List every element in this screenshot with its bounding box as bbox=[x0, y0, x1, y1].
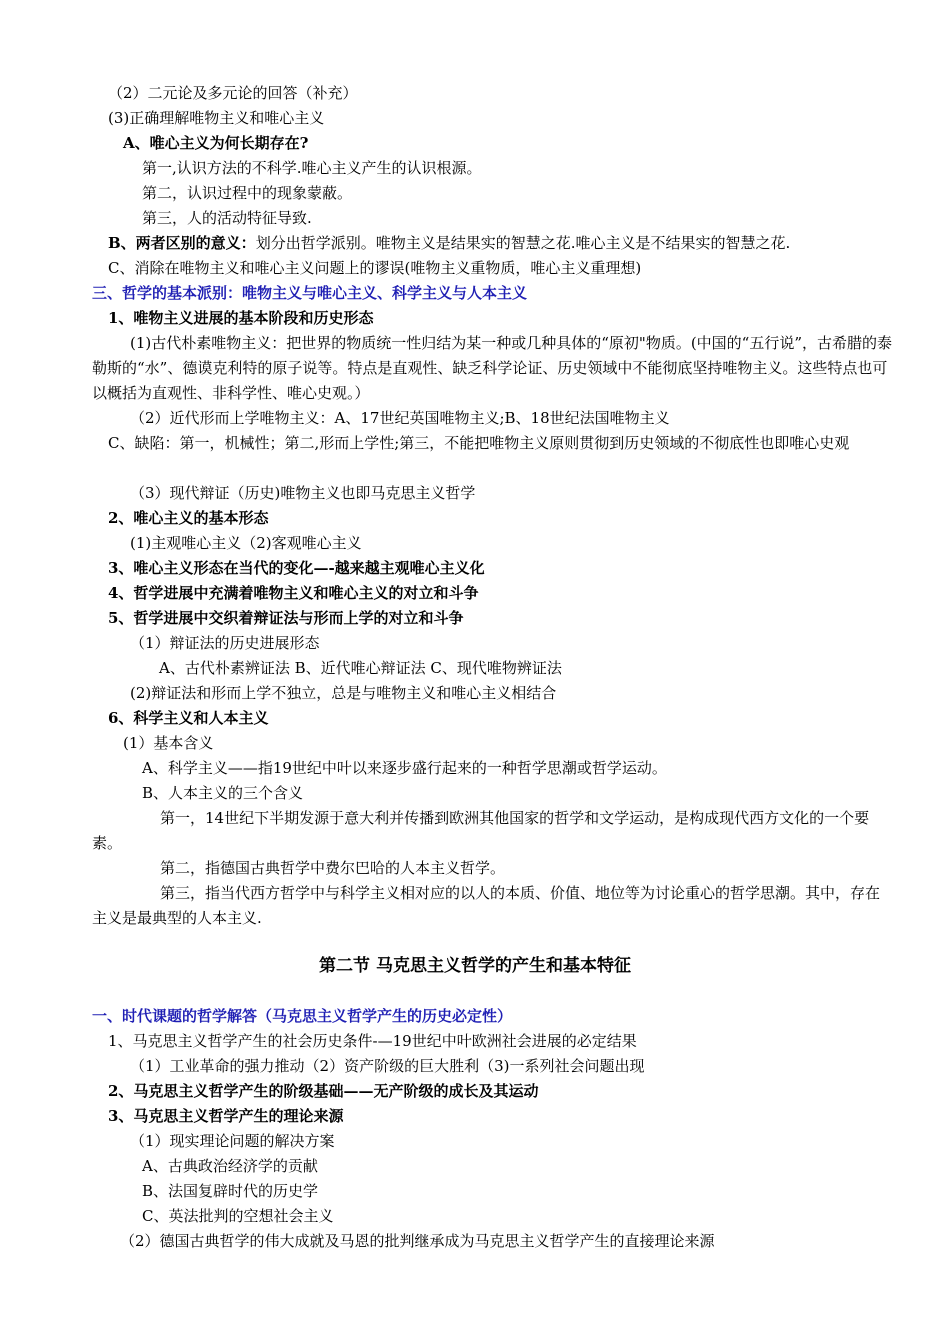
subheading: 3、马克思主义哲学产生的理论来源 bbox=[108, 1107, 344, 1125]
text-span: 划分出哲学派别。唯物主义是结果实的智慧之花.唯心主义是不结果实的智慧之花. bbox=[255, 234, 791, 252]
subheading: 1、唯物主义进展的基本阶段和历史形态 bbox=[108, 309, 374, 327]
text-line: 第二，认识过程中的现象蒙蔽。 bbox=[142, 184, 353, 202]
text-line: A、古典政治经济学的贡献 bbox=[142, 1157, 318, 1175]
subheading: 5、哲学进展中交织着辩证法与形而上学的对立和斗争 bbox=[108, 609, 464, 627]
text-line: （3）现代辩证（历史)唯物主义也即马克思主义哲学 bbox=[130, 484, 476, 502]
subheading: 3、唯心主义形态在当代的变化—-越来越主观唯心主义化 bbox=[108, 559, 485, 577]
text-line: 第三，人的活动特征导致. bbox=[142, 209, 312, 227]
section-heading: 一、时代课题的哲学解答（马克思主义哲学产生的历史必定性） bbox=[92, 1007, 513, 1025]
text-line: (2)辩证法和形而上学不独立，总是与唯物主义和唯心主义相结合 bbox=[130, 684, 557, 702]
text-line: C、英法批判的空想社会主义 bbox=[142, 1207, 334, 1225]
text-line: B、法国复辟时代的历史学 bbox=[142, 1182, 319, 1200]
paragraph: 第一，14世纪下半期发源于意大利并传播到欧洲其他国家的哲学和文学运动，是构成现代西方文化的一个要素。 bbox=[92, 809, 870, 852]
text-line: 第二，指德国古典哲学中费尔巴哈的人本主义哲学。 bbox=[160, 859, 506, 877]
subheading: 6、科学主义和人本主义 bbox=[108, 709, 269, 727]
section-title: 第二节 马克思主义哲学的产生和基本特征 bbox=[319, 956, 631, 976]
text-line: （2）德国古典哲学的伟大成就及马恩的批判继承成为马克思主义哲学产生的直接理论来源 bbox=[120, 1232, 715, 1250]
section-heading: 三、哲学的基本派别：唯物主义与唯心主义、科学主义与人本主义 bbox=[92, 284, 528, 302]
text-line: （1）工业革命的强力推动（2）资产阶级的巨大胜利（3)一系列社会问题出现 bbox=[130, 1057, 645, 1075]
text-line: （2）近代形而上学唯物主义：A、17世纪英国唯物主义;B、18世纪法国唯物主义 bbox=[130, 409, 670, 427]
text-line: (3)正确理解唯物主义和唯心主义 bbox=[108, 109, 325, 127]
text-line: 1、马克思主义哲学产生的社会历史条件-—19世纪中叶欧洲社会进展的必定结果 bbox=[108, 1032, 637, 1050]
text-line: （1）辩证法的历史进展形态 bbox=[130, 634, 320, 652]
text-line: A、古代朴素辨证法 B、近代唯心辩证法 C、现代唯物辨证法 bbox=[159, 659, 562, 677]
text-line: A、科学主义——指19世纪中叶以来逐步盛行起来的一种哲学思潮或哲学运动。 bbox=[142, 759, 667, 777]
subheading: 4、哲学进展中充满着唯物主义和唯心主义的对立和斗争 bbox=[108, 584, 479, 602]
subheading: 2、唯心主义的基本形态 bbox=[108, 509, 269, 527]
text-line: 第一,认识方法的不科学.唯心主义产生的认识根源。 bbox=[142, 159, 482, 177]
bold-lead: B、两者区别的意义： bbox=[108, 234, 256, 252]
text-line: （1）现实理论问题的解决方案 bbox=[130, 1132, 335, 1150]
text-line bbox=[0, 231, 950, 256]
text-line: (1）基本含义 bbox=[123, 734, 214, 752]
subheading: 2、马克思主义哲学产生的阶级基础——无产阶级的成长及其运动 bbox=[108, 1082, 539, 1100]
paragraph: 第三，指当代西方哲学中与科学主义相对应的以人的本质、价值、地位等为讨论重心的哲学思潮。其中，存在主义是最典型的人本主义. bbox=[92, 884, 881, 927]
paragraph: C、缺陷：第一，机械性；第二,形而上学性;第三，不能把唯物主义原则贯彻到历史领域的不彻底性也即唯心史观 bbox=[108, 434, 850, 452]
text-line: (1)主观唯心主义（2)客观唯心主义 bbox=[130, 534, 362, 552]
text-line: （2）二元论及多元论的回答（补充） bbox=[108, 84, 358, 102]
paragraph: (1)古代朴素唯物主义：把世界的物质统一性归结为某一种或几种具体的“原初"物质。(中国的“五行说”，古希腊的泰勒斯的“水”、德谟克利特的原子说等。特点是直观性、缺乏科学论证、历史领域中不能彻底坚持唯物主义。这些特点也可以概括为直观性、非科学性、唯心史观。） bbox=[92, 334, 893, 402]
text-line: C、消除在唯物主义和唯心主义问题上的谬误(唯物主义重物质，唯心主义重理想) bbox=[108, 259, 642, 277]
subheading: A、唯心主义为何长期存在? bbox=[123, 134, 309, 152]
text-line: B、人本主义的三个含义 bbox=[142, 784, 304, 802]
